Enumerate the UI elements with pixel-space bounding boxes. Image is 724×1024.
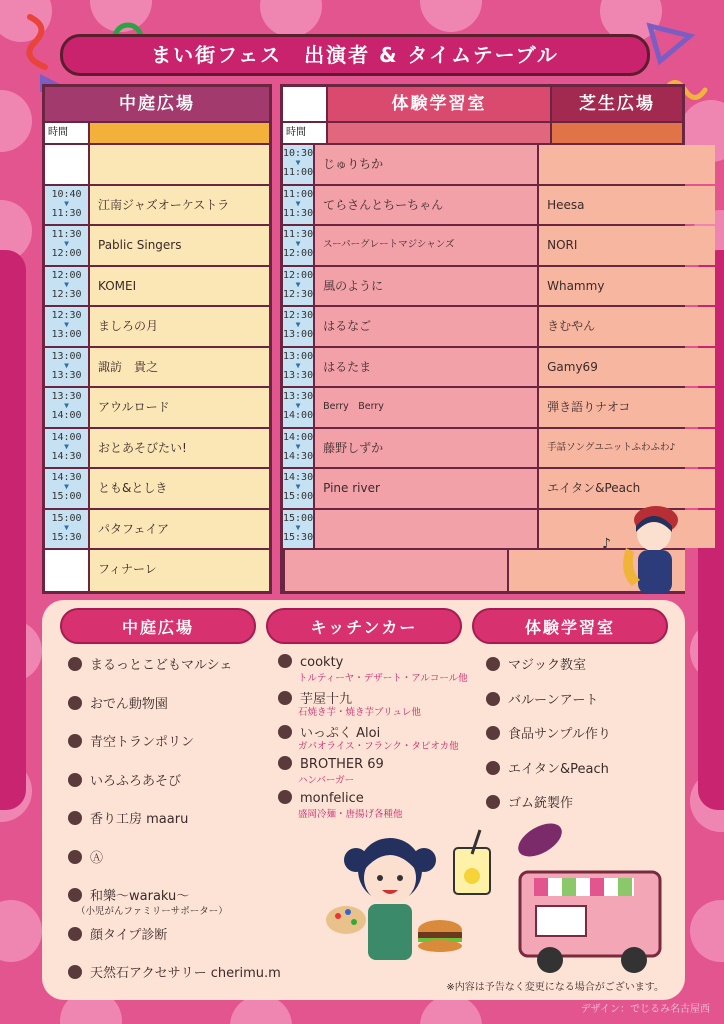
taiken-booth-item [486, 723, 611, 742]
booth-name: まるっとこどもマルシェ [90, 658, 233, 673]
niwa-stage-title: 中庭広場 [45, 87, 269, 121]
timetable-row [45, 145, 269, 186]
time-end: 12:00 [51, 248, 82, 259]
shibafu-performer: Gamy69 [539, 348, 715, 387]
page-title: まい街フェス 出演者 & タイムテーブル [60, 34, 650, 76]
booth-name: Ⓐ [90, 850, 104, 866]
booth-name: バルーンアート [508, 692, 599, 708]
bullet-icon [68, 965, 82, 979]
time-start: 10:30 [283, 148, 314, 159]
booth-subtitle: トルティーヤ・デザート・アルコール他 [298, 673, 468, 684]
time-end: 13:00 [283, 329, 314, 340]
niwa-booth-item [68, 962, 281, 981]
niwa-subheader [45, 121, 269, 145]
performer-name [90, 145, 269, 184]
down-arrow-icon: ▼ [64, 320, 69, 329]
kitchen-car-item [278, 654, 343, 670]
bullet-icon [278, 790, 292, 804]
bullet-icon [486, 761, 500, 775]
shibafu-stage-title: 芝生広場 [552, 87, 682, 121]
time-slot [45, 550, 90, 591]
bullet-icon [68, 696, 82, 710]
taiken-performer: じゅりちか [315, 145, 539, 184]
timetable-row [45, 348, 269, 389]
booth-name: cookty [300, 655, 344, 670]
time-start: 13:00 [51, 350, 82, 362]
time-start: 15:00 [51, 512, 82, 524]
performer-name: パタフェイア [90, 510, 269, 549]
blank-header [283, 87, 328, 121]
timetable-row [45, 267, 269, 308]
down-arrow-icon: ▼ [295, 198, 301, 208]
booth-subtitle: （小児がんファミリーサポーター） [76, 906, 228, 917]
time-end: 12:30 [283, 288, 314, 300]
time-start: 10:40 [51, 188, 82, 200]
niwa-color-bar [90, 123, 269, 143]
shibafu-performer: エイタン&Peach [539, 469, 715, 508]
booth-name: 天然石アクセサリー cherimu.m [90, 966, 281, 981]
niwa-booth-item [68, 808, 188, 827]
bullet-icon [486, 726, 500, 740]
taiken-booth-item [486, 689, 598, 708]
taiken-booth-item [486, 792, 573, 811]
booth-name: ゴム銃製作 [508, 796, 574, 811]
kitchen-car-item [278, 790, 364, 806]
shibafu-performer: Whammy [539, 267, 715, 306]
time-start: 11:30 [283, 229, 314, 240]
design-credit: デザイン：でじるみ名古屋西 [580, 1004, 710, 1015]
shibafu-performer: Heesa [539, 186, 715, 225]
shibafu-performer [539, 145, 715, 184]
timetable-row [283, 429, 682, 470]
niwa-header [45, 87, 269, 121]
time-start: 12:00 [51, 269, 82, 281]
booth-name: マジック教室 [508, 658, 587, 673]
down-arrow-icon: ▼ [295, 279, 301, 289]
time-start: 14:00 [51, 431, 82, 443]
timetable-row [45, 307, 269, 348]
time-end: 13:30 [51, 369, 82, 381]
time-end: 11:30 [51, 207, 82, 219]
down-arrow-icon: ▼ [64, 279, 69, 289]
timetable-row [283, 226, 682, 267]
down-arrow-icon: ▼ [295, 401, 301, 410]
kitchen-car-item [278, 756, 384, 772]
shibafu-performer: きむやん [539, 307, 715, 346]
time-start: 11:30 [51, 229, 82, 240]
bullet-icon [486, 795, 500, 809]
niwa-booth-item [68, 693, 168, 712]
time-slot [283, 348, 315, 387]
taiken-performer [285, 550, 509, 591]
shibafu-color-bar [552, 123, 682, 143]
bullet-icon [278, 691, 292, 705]
time-slot [283, 226, 315, 265]
niwa-booth-item [68, 924, 167, 943]
bullet-icon [68, 734, 82, 748]
taiken-performer: Pine river [315, 469, 539, 508]
time-slot [45, 469, 90, 508]
time-slot [283, 469, 315, 508]
time-slot [45, 226, 90, 265]
time-start: 15:00 [283, 512, 314, 524]
taiken-performer: 風のように [315, 267, 539, 306]
performer-name: 江南ジャズオーケストラ [90, 186, 269, 225]
down-arrow-icon: ▼ [295, 239, 301, 248]
performer-name: おとあそびたい! [90, 429, 269, 468]
time-start: 14:30 [51, 472, 82, 483]
shibafu-performer: 弾き語りナオコ [539, 388, 715, 427]
booth-name: いろふろあそび [90, 773, 182, 789]
timetable-row [283, 348, 682, 389]
down-arrow-icon: ▼ [295, 320, 301, 329]
booth-name: いっぷく Aloi [300, 726, 381, 741]
taiken-booth-title: 体験学習室 [472, 608, 668, 644]
down-arrow-icon: ▼ [64, 441, 69, 451]
taiken-performer: はるなご [315, 307, 539, 346]
time-slot [283, 307, 315, 346]
booth-name: BROTHER 69 [300, 757, 384, 772]
bullet-icon [68, 927, 82, 941]
time-start: 13:30 [51, 391, 82, 402]
time-slot [45, 267, 90, 306]
performer-name: とも&としき [90, 469, 269, 508]
timetable-row [283, 388, 682, 429]
bullet-icon [68, 888, 82, 902]
down-arrow-icon: ▼ [295, 522, 301, 532]
booth-subtitle: ハンバーガー [298, 775, 355, 786]
bullet-icon [486, 657, 500, 671]
bullet-icon [278, 756, 292, 770]
time-slot [45, 145, 90, 184]
timetable-row [45, 388, 269, 429]
timetable-row [283, 307, 682, 348]
timetable-row [45, 226, 269, 267]
down-arrow-icon: ▼ [64, 401, 69, 410]
booth-name: 青空トランポリン [90, 735, 195, 750]
shibafu-performer: 手話ソングユニットふわふわ♪ [539, 429, 715, 468]
time-start: 13:30 [283, 391, 314, 402]
time-start: 14:00 [283, 431, 314, 443]
bullet-icon [68, 850, 82, 864]
kitchen-car-title: キッチンカー [266, 608, 462, 644]
time-end: 15:30 [283, 531, 314, 543]
niwa-booth-item [68, 885, 189, 904]
time-slot [45, 186, 90, 225]
booth-name: 芋屋十九 [300, 692, 353, 707]
booth-name: 食品サンプル作り [508, 727, 611, 742]
performer-name: アウルロード [90, 388, 269, 427]
bullet-icon [486, 692, 500, 706]
svg-text:♪: ♪ [602, 536, 611, 552]
bullet-icon [68, 811, 82, 825]
taiken-color-bar [328, 123, 552, 143]
taiken-performer: 藤野しずか [315, 429, 539, 468]
niwa-booth-title: 中庭広場 [60, 608, 256, 644]
time-slot [283, 388, 315, 427]
time-slot [45, 307, 90, 346]
time-end: 14:30 [51, 450, 82, 462]
time-end: 14:30 [283, 450, 314, 462]
timetable-row [283, 145, 682, 186]
niwa-booth-item [68, 731, 194, 750]
down-arrow-icon: ▼ [64, 198, 69, 208]
down-arrow-icon: ▼ [295, 441, 301, 451]
time-slot [45, 510, 90, 549]
time-start: 12:00 [283, 269, 314, 281]
down-arrow-icon: ▼ [64, 522, 69, 532]
time-start: 14:30 [283, 472, 314, 483]
time-start: 12:30 [51, 310, 82, 321]
niwa-rows [45, 145, 269, 591]
time-label: 時間 [45, 123, 90, 143]
taiken-booth-item [486, 654, 586, 673]
timetable-row [45, 469, 269, 510]
time-start: 12:30 [283, 310, 314, 321]
timetable [42, 84, 685, 594]
bullet-icon [68, 773, 82, 787]
performer-name: Pablic Singers [90, 226, 269, 265]
bullet-icon [278, 725, 292, 739]
booth-name: 和樂～waraku～ [90, 889, 190, 904]
time-end: 13:30 [283, 369, 314, 381]
time-end: 15:00 [51, 491, 82, 502]
taiken-performer: スーパーグレートマジシャンズ [315, 226, 539, 265]
timetable-row [283, 267, 682, 308]
down-arrow-icon: ▼ [64, 239, 69, 248]
performer-name: KOMEI [90, 267, 269, 306]
time-start: 11:00 [283, 188, 314, 200]
food-truck-character-illustration [320, 820, 680, 990]
right-subheader [283, 121, 682, 145]
time-slot [283, 186, 315, 225]
niwa-booth-item [68, 770, 181, 789]
taiken-performer: てらさんとちーちゃん [315, 186, 539, 225]
taiken-performer: Berry Berry [315, 388, 539, 427]
bullet-icon [68, 657, 82, 671]
notice-text: ※内容は予告なく変更になる場合がございます。 [446, 982, 664, 993]
booth-subtitle: ガパオライス・フランク・タピオカ他 [298, 741, 459, 752]
booth-name: おでん動物園 [90, 696, 168, 712]
time-end: 14:00 [51, 410, 82, 421]
down-arrow-icon: ▼ [295, 482, 301, 491]
time-start: 13:00 [283, 350, 314, 362]
saxophone-character-illustration [596, 498, 688, 598]
taiken-performer: はるたま [315, 348, 539, 387]
timetable-row [45, 510, 269, 551]
performer-name: ましろの月 [90, 307, 269, 346]
taiken-performer [315, 510, 539, 549]
niwa-booth-item [68, 654, 232, 673]
timetable-row [45, 429, 269, 470]
time-slot [45, 388, 90, 427]
time-label: 時間 [283, 123, 328, 143]
time-slot [45, 429, 90, 468]
timetable-row [283, 186, 682, 227]
down-arrow-icon: ▼ [295, 158, 301, 167]
time-end: 15:00 [283, 491, 314, 502]
time-slot [283, 267, 315, 306]
time-end: 12:00 [283, 248, 314, 259]
performer-name: フィナーレ [90, 550, 269, 591]
performer-name: 諏訪 貴之 [90, 348, 269, 387]
taiken-booth-item [486, 758, 609, 777]
time-end: 14:00 [283, 410, 314, 421]
timetable-row [45, 186, 269, 227]
time-end: 11:30 [283, 207, 314, 219]
time-end: 12:30 [51, 288, 82, 300]
down-arrow-icon: ▼ [295, 360, 301, 370]
shibafu-performer: NORI [539, 226, 715, 265]
bullet-icon [278, 654, 292, 668]
timetable-row [45, 550, 269, 591]
time-slot [283, 510, 315, 549]
time-end: 13:00 [51, 329, 82, 340]
booth-name: monfelice [300, 791, 364, 806]
booth-subtitle: 盛岡冷麺・唐揚げ各種他 [298, 809, 403, 820]
niwa-booth-item [68, 847, 103, 866]
niwa-stage-table [42, 84, 272, 594]
left-side-strip [0, 250, 26, 810]
time-slot [283, 429, 315, 468]
booth-name: 香り工房 maaru [90, 812, 189, 827]
time-slot [283, 145, 315, 184]
booth-name: エイタン&Peach [508, 761, 609, 777]
time-end: 11:00 [283, 167, 314, 178]
taiken-stage-title: 体験学習室 [328, 87, 552, 121]
booth-name: 顔タイプ診断 [90, 927, 168, 943]
time-end: 15:30 [51, 531, 82, 543]
down-arrow-icon: ▼ [64, 482, 69, 491]
time-slot [45, 348, 90, 387]
down-arrow-icon: ▼ [64, 360, 69, 370]
right-header [283, 87, 682, 121]
booth-subtitle: 石焼き芋・焼き芋ブリュレ他 [298, 707, 421, 718]
